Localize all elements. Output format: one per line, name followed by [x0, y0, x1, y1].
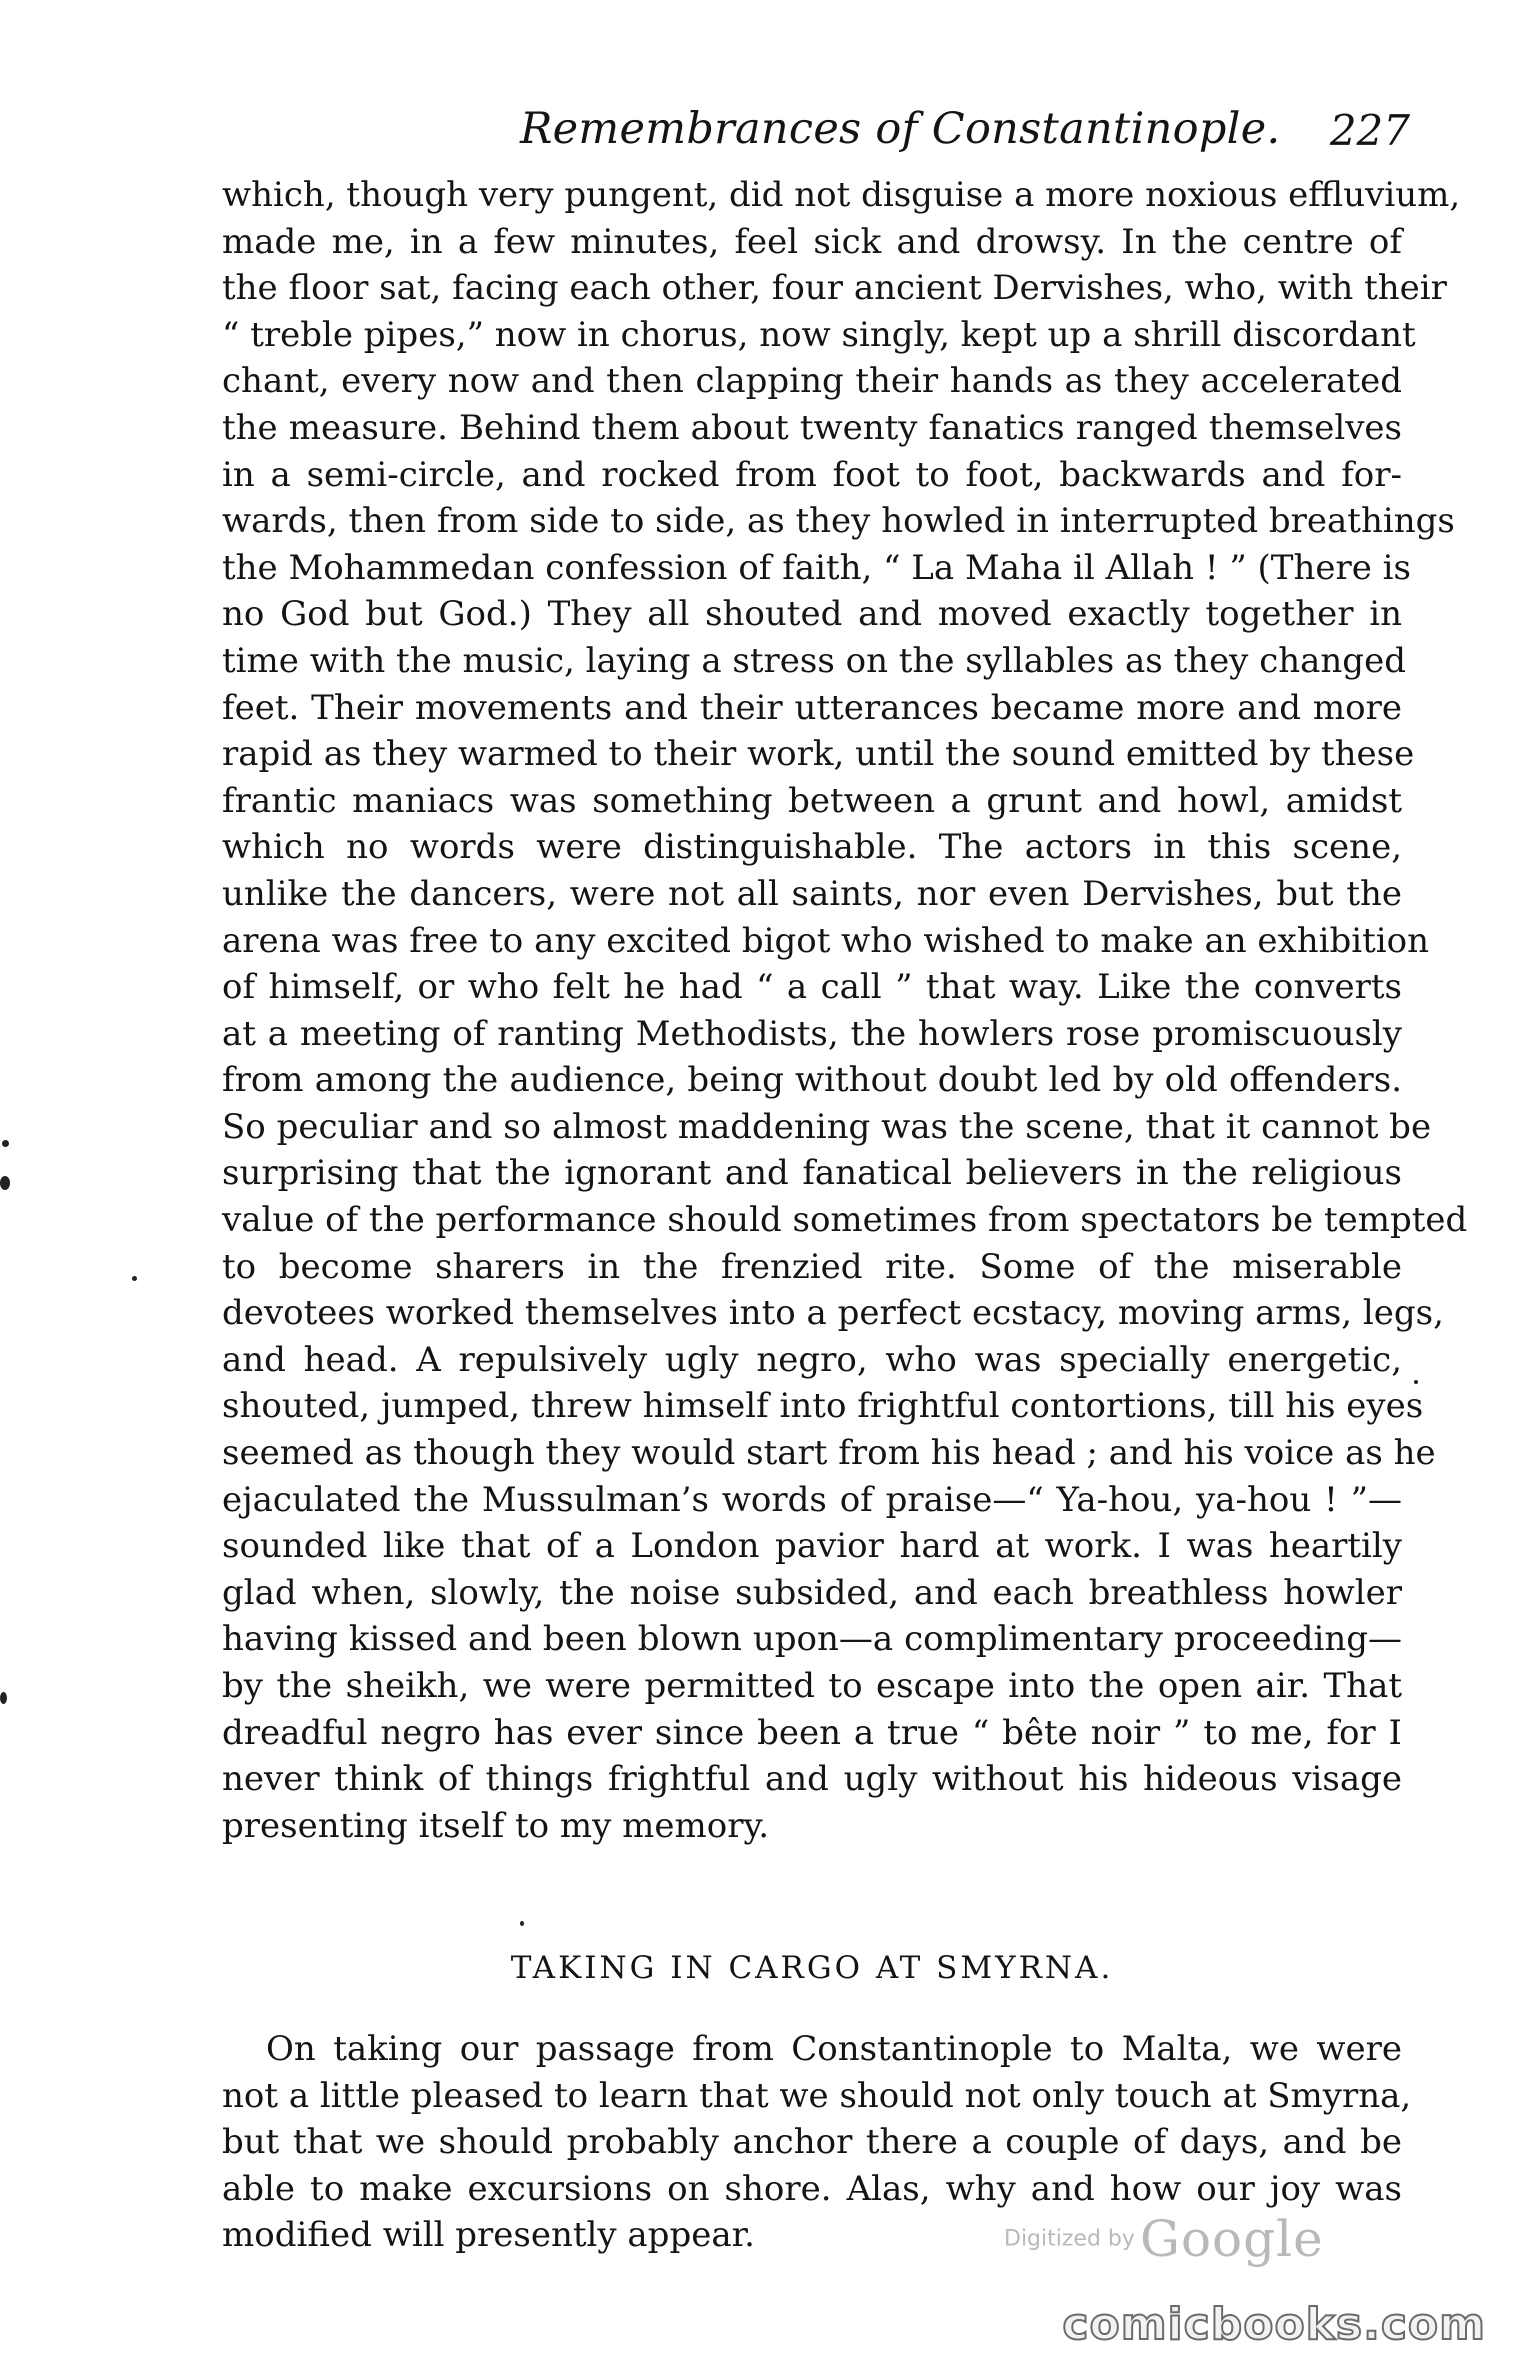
text-line: modified will presently appear. [222, 2215, 755, 2256]
digitized-by-google-mark [1004, 2210, 1324, 2268]
text-line: the measure. Behind them about twenty fanatics ranged themselves [222, 407, 1402, 448]
text-line: of himself, or who felt he had “ a call ” that way. Like the converts [222, 967, 1402, 1008]
text-line: but that we should probably anchor there a couple of days, and be [222, 2122, 1402, 2163]
scan-speck [0, 1176, 10, 1190]
text-line: ejaculated the Mussulman’s words of praise—“ Ya-hou, ya-hou ! ”— [222, 1479, 1402, 1520]
text-line: seemed as though they would start from his head ; and his voice as he [222, 1433, 1436, 1474]
body-text [222, 172, 1468, 1849]
text-line: made me, in a few minutes, feel sick and drowsy. In the centre of [222, 221, 1402, 262]
running-title: Remembrances of Constantinople. [520, 104, 1281, 154]
running-head [220, 104, 1410, 164]
text-line: able to make excursions on shore. Alas, why and how our joy was [222, 2168, 1402, 2209]
text-line: not a little pleased to learn that we should not only touch at Smyrna, [222, 2075, 1412, 2116]
text-line: no God but God.) They all shouted and moved exactly together in [222, 594, 1402, 635]
text-line: frantic maniacs was something between a grunt and howl, amidst [222, 780, 1402, 821]
text-line: chant, every now and then clapping their hands as they accelerated [222, 361, 1402, 402]
text-line: dreadful negro has ever since been a true “ bête noir ” to me, for I [222, 1712, 1402, 1753]
text-line: by the sheikh, we were permitted to escape into the open air. That [222, 1666, 1402, 1706]
text-line: from among the audience, being without doubt led by old offenders. [222, 1060, 1402, 1101]
text-line: feet. Their movements and their utterances became more and more [222, 687, 1402, 728]
text-line: shouted, jumped, threw himself into frightful contortions, till his eyes [222, 1386, 1424, 1427]
text-line: “ treble pipes,” now in chorus, now singly, kept up a shrill discordant [222, 314, 1416, 355]
text-line: which no words were distinguishable. The actors in this scene, [222, 827, 1402, 868]
site-watermark: comicbooks.com [1062, 2299, 1486, 2350]
section-heading: TAKING IN CARGO AT SMYRNA. [510, 1950, 1114, 1986]
scan-speck [2, 1140, 9, 1147]
text-line: So peculiar and so almost maddening was the scene, that it cannot be [222, 1106, 1432, 1147]
text-line: which, though very pungent, did not disguise a more noxious effluvium, [222, 175, 1461, 215]
text-line: having kissed and been blown upon—a complimentary proceeding— [222, 1619, 1402, 1660]
text-line: glad when, slowly, the noise subsided, and each breathless howler [222, 1572, 1402, 1613]
text-line: unlike the dancers, were not all saints, nor even Dervishes, but the [222, 873, 1402, 914]
text-line: to become sharers in the frenzied rite. Some of the miserable [222, 1246, 1402, 1287]
text-line: arena was free to any excited bigot who wished to make an exhibition [222, 920, 1430, 961]
text-line: at a meeting of ranting Methodists, the howlers rose promiscuously [222, 1013, 1402, 1054]
text-line: the floor sat, facing each other, four ancient Dervishes, who, with their [222, 268, 1447, 309]
text-line: value of the performance should sometimes from spectators be tempted [222, 1200, 1468, 1241]
text-line: time with the music, laying a stress on the syllables as they changed [222, 640, 1406, 681]
text-line: devotees worked themselves into a perfect ecstacy, moving arms, legs, [222, 1293, 1444, 1334]
text-line: wards, then from side to side, as they howled in interrupted breathings [222, 501, 1455, 542]
text-line: surprising that the ignorant and fanatical believers in the religious [222, 1153, 1402, 1194]
text-line: presenting itself to my memory. [222, 1805, 770, 1846]
scan-speck [520, 1921, 524, 1926]
digitized-label: Digitized by [1004, 2226, 1135, 2252]
text-line: rapid as they warmed to their work, until the sound emitted by these [222, 734, 1415, 775]
scan-speck [132, 1276, 137, 1281]
text-line: in a semi-circle, and rocked from foot to foot, backwards and for- [222, 454, 1402, 495]
text-line: On taking our passage from Constantinople to Malta, we were [266, 2029, 1402, 2069]
text-line: and head. A repulsively ugly negro, who was specially energetic, [222, 1339, 1402, 1380]
text-line: sounded like that of a London pavior hard at work. I was heartily [222, 1526, 1402, 1567]
scan-speck [0, 1692, 7, 1704]
text-line: never think of things frightful and ugly without his hideous visage [222, 1759, 1402, 1800]
page-number: 227 [1329, 106, 1410, 155]
scan-speck [1414, 1380, 1418, 1384]
text-line: the Mohammedan confession of faith, “ La Maha il Allah ! ” (There is [222, 547, 1411, 588]
google-logo: Google [1140, 2210, 1324, 2268]
